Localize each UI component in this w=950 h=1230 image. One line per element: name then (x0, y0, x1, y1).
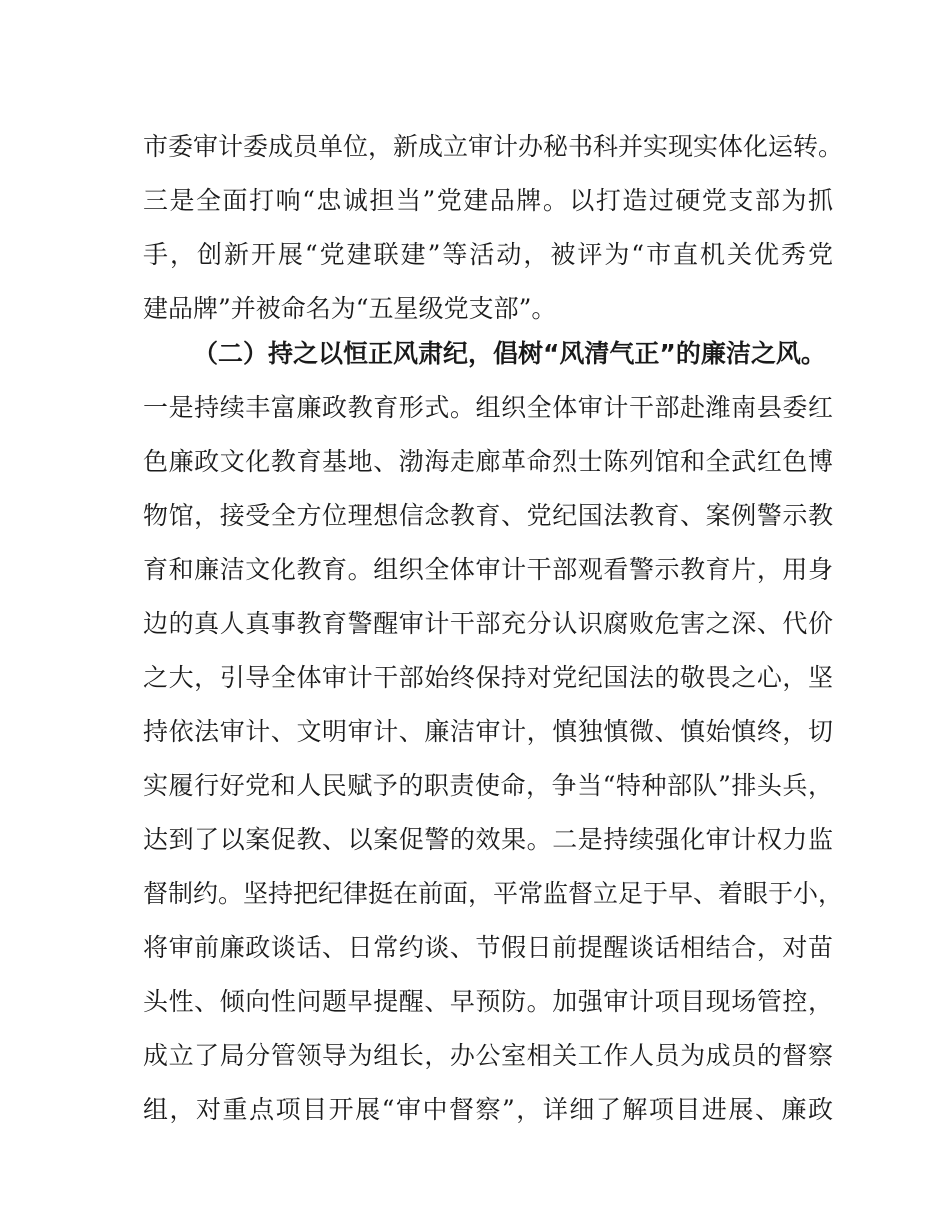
paragraph-line: 三是全面打响“忠诚担当”党建品牌。以打造过硬党支部为抓 (143, 186, 833, 215)
paragraph-line: 之大，引导全体审计干部始终保持对党纪国法的敬畏之心，坚 (143, 663, 833, 692)
paragraph-line: 一是持续丰富廉政教育形式。组织全体审计干部赴潍南县委红 (143, 393, 833, 422)
paragraph-line: 将审前廉政谈话、日常约谈、节假日前提醒谈话相结合，对苗 (143, 933, 833, 962)
paragraph-party-building (143, 120, 844, 336)
section-heading: （二）持之以恒正风肃纪，倡树“风清气正”的廉洁之风。 (193, 339, 826, 368)
paragraph-line: 物馆，接受全方位理想信念教育、党纪国法教育、案例警示教 (143, 501, 833, 530)
paragraph-line: 市委审计委成员单位，新成立审计办秘书科并实现实体化运转。 (143, 132, 844, 161)
paragraph-line: 实履行好党和人民赋予的职责使命，争当“特种部队”排头兵， (143, 771, 833, 800)
paragraph-line: 育和廉洁文化教育。组织全体审计干部观看警示教育片，用身 (143, 555, 833, 584)
section-integrity (143, 327, 844, 1137)
paragraph-line: 成立了局分管领导为组长，办公室相关工作人员为成员的督察 (143, 1041, 833, 1070)
paragraph-line: 色廉政文化教育基地、渤海走廊革命烈士陈列馆和全武红色博 (143, 447, 833, 476)
paragraph-line: 持依法审计、文明审计、廉洁审计，慎独慎微、慎始慎终，切 (143, 717, 833, 746)
paragraph-line: 达到了以案促教、以案促警的效果。二是持续强化审计权力监 (143, 825, 833, 854)
paragraph-line: 督制约。坚持把纪律挺在前面，平常监督立足于早、着眼于小， (143, 879, 844, 908)
paragraph-line: 建品牌”并被命名为“五星级党支部”。 (143, 294, 557, 323)
paragraph-line: 边的真人真事教育警醒审计干部充分认识腐败危害之深、代价 (143, 609, 833, 638)
paragraph-line: 手，创新开展“党建联建”等活动，被评为“市直机关优秀党 (143, 240, 833, 269)
paragraph-line: 组，对重点项目开展“审中督察”，详细了解项目进展、廉政 (143, 1095, 833, 1124)
paragraph-line: 头性、倾向性问题早提醒、早预防。加强审计项目现场管控， (143, 987, 833, 1016)
